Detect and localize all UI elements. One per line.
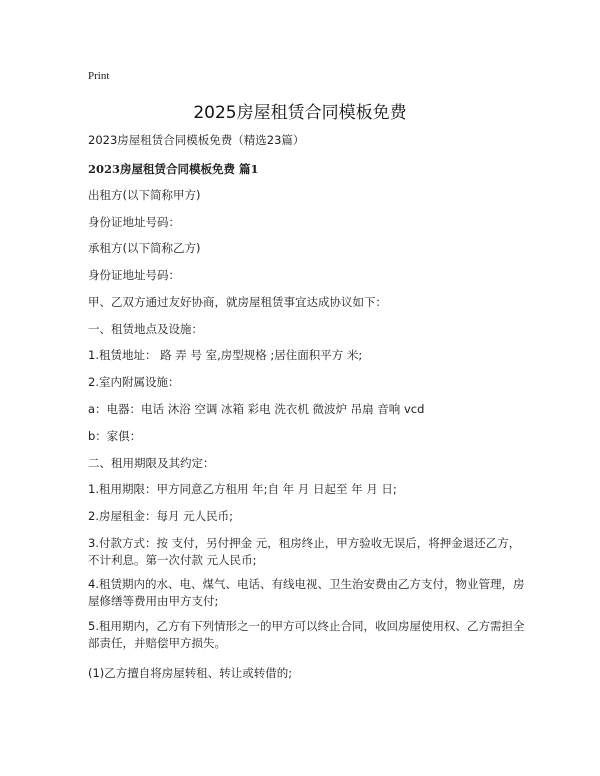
paragraph: 1.租赁地址： 路 弄 号 室,房型规格 ;居住面积平方 米; xyxy=(88,348,363,362)
document-title: 2025房屋租赁合同模板免费 xyxy=(193,103,407,123)
paragraph: 二、租用期限及其约定： xyxy=(88,456,215,470)
paragraph: (1)乙方擅自将房屋转租、转让或转借的; xyxy=(88,666,293,680)
paragraph: 出租方(以下简称甲方) xyxy=(88,188,201,202)
section-heading: 2023房屋租赁合同模板免费 篇1 xyxy=(88,162,259,176)
paragraph: 5.租用期内，乙方有下列情形之一的甲方可以终止合同，收回房屋使用权、乙方需担全部责任，并赔偿甲方损失。 xyxy=(88,619,525,650)
subtitle: 2023房屋租赁合同模板免费（精选23篇） xyxy=(88,133,305,147)
paragraph: b：家俱： xyxy=(88,429,142,443)
paragraph: 身份证地址号码： xyxy=(88,215,180,229)
paragraph: 一、租赁地点及设施： xyxy=(88,322,203,336)
paragraph: 2.室内附属设施： xyxy=(88,375,180,389)
paragraph: 2.房屋租金：每月 元人民币; xyxy=(88,509,234,523)
paragraph: 1.租用期限：甲方同意乙方租用 年;自 年 月 日起至 年 月 日; xyxy=(88,482,397,496)
paragraph: 3.付款方式：按 支付，另付押金 元，租房终止，甲方验收无误后，将押金退还乙方，不计利息。第一次付款 元人民币; xyxy=(88,536,521,567)
paragraph: 甲、乙双方通过友好协商，就房屋租赁事宜达成协议如下： xyxy=(88,295,387,309)
paragraph: 承租方(以下简称乙方) xyxy=(88,241,201,255)
paragraph: a：电器：电话 沐浴 空调 冰箱 彩电 洗衣机 微波炉 吊扇 音响 vcd xyxy=(88,402,425,416)
paragraph: 身份证地址号码： xyxy=(88,268,180,282)
paragraph: 4.租赁期内的水、电、煤气、电话、有线电视、卫生治安费由乙方支付，物业管理，房屋修缮等费用由甲方支付; xyxy=(88,577,525,608)
print-label[interactable]: Print xyxy=(88,70,110,82)
